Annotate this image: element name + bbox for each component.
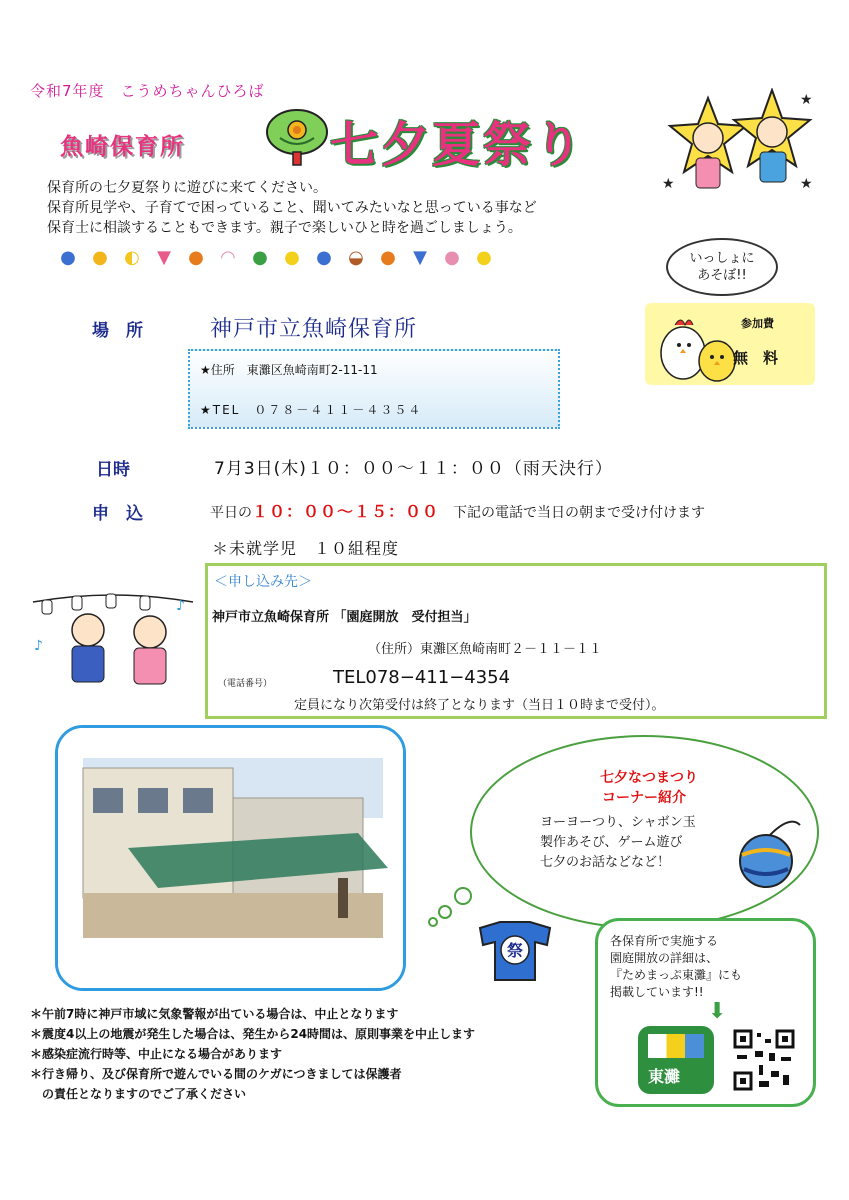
target-note: ＊未就学児 １０組程度 [212, 539, 400, 558]
happi-coat-icon [475, 920, 555, 982]
svg-text:★: ★ [800, 176, 813, 192]
svg-text:★: ★ [662, 176, 675, 192]
candy-apple-icon: ● [188, 247, 204, 268]
application-label: 申 込 [92, 504, 143, 524]
shaved-ice-icon: ▼ [413, 247, 427, 268]
candy-apple-icon: ● [284, 247, 300, 268]
svg-text:♪: ♪ [176, 598, 185, 614]
corner-line-2: 製作あそび、ゲーム遊び [540, 835, 683, 850]
datetime-value: 7月3日(木)１０：００～１１：００（雨天決行） [214, 459, 613, 479]
fee-box [645, 303, 815, 385]
app-icon-graphic [648, 1034, 704, 1058]
note-item: ＊行き帰り、及び保育所で遊んでいる間のケガにつきましては保護者 [30, 1067, 402, 1081]
tamemap-info-box [595, 918, 816, 1107]
contact-phone-label: （電話番号） [218, 679, 273, 689]
candy-apple-icon: ● [476, 247, 492, 268]
bubble-line: いっしょに [689, 251, 755, 266]
dango-icon: ◒ [348, 247, 364, 268]
chicken-chick-illustration [651, 305, 743, 385]
yoyo-balloon-icon: ● [252, 247, 268, 268]
svg-text:★: ★ [800, 92, 813, 108]
application-suffix: 下記の電話で当日の朝まで受け付けます [453, 505, 706, 521]
intro-text [47, 178, 607, 238]
contact-phone: TEL078−411−4354 [333, 667, 511, 688]
corner-line-1: ヨーヨーつり、シャボン玉 [540, 815, 696, 830]
decorative-icon-row [55, 247, 555, 275]
venue-address-box [188, 349, 560, 429]
building-photo-graphic [58, 728, 403, 988]
notes-list [30, 1004, 475, 1104]
contact-heading: ＜申し込み先＞ [214, 574, 312, 590]
corner-title-1: 七夕なつまつり [600, 770, 698, 786]
speech-bubble [666, 238, 778, 296]
water-balloon-yoyo-icon [730, 815, 810, 895]
qr-code[interactable] [733, 1029, 795, 1091]
star-children-illustration [660, 88, 820, 198]
info-line: 各保育所で実施する [610, 934, 719, 948]
application-hours-value: １０：００～１５：００ [252, 502, 440, 521]
intro-line: 保育所見学や、子育てで困っていること、聞いてみたいなと思っている事など [47, 200, 537, 216]
contact-note: 定員になり次第受付は終了となります（当日１０時まで受付）。 [294, 698, 665, 713]
info-text [610, 933, 742, 1001]
uchiwa-fan-icon [262, 108, 332, 166]
application-prefix: 平日の [210, 505, 252, 521]
arrow-down-icon: ⬇ [708, 999, 727, 1024]
contact-box [205, 563, 827, 719]
organizer-name: 魚崎保育所 [60, 134, 185, 160]
tamemap-app-icon[interactable] [638, 1026, 714, 1094]
lemon-icon: ◐ [124, 247, 140, 268]
note-item: ＊感染症流行時等、中止になる場合があります [30, 1047, 283, 1061]
cotton-candy-icon: ● [444, 247, 460, 268]
note-item: の責任となりますのでご了承ください [30, 1087, 247, 1101]
bag-icon: ● [60, 247, 76, 268]
season-header: 令和7年度 こうめちゃんひろば [30, 82, 265, 100]
corner-title-2: コーナー紹介 [602, 790, 686, 806]
event-title: 七夕夏祭り [330, 117, 586, 173]
candy-apple-icon: ● [92, 247, 108, 268]
svg-text:♪: ♪ [34, 638, 43, 654]
contact-address: （住所）東灘区魚崎南町２－１１－１１ [368, 642, 603, 657]
venue-tel: ★TEL ０７８－４１１－４３５４ [200, 403, 423, 417]
bag-icon: ● [316, 247, 332, 268]
note-item: ＊午前7時に神戸市域に気象警報が出ている場合は、中止となります [30, 1007, 399, 1021]
festival-children-illustration [28, 590, 198, 690]
venue-name: 神戸市立魚崎保育所 [210, 317, 418, 342]
intro-line: 保育所の七夕夏祭りに遊びに来てください。 [47, 180, 327, 196]
venue-label: 場 所 [92, 321, 143, 341]
venue-address: ★住所 東灘区魚崎南町2-11-11 [200, 363, 378, 377]
note-item: ＊震度4以上の地震が発生した場合は、発生から24時間は、原則事業を中止します [30, 1027, 476, 1041]
bubble-line: あそぼ!! [697, 268, 747, 283]
nursery-photo [55, 725, 406, 991]
info-line: 『ためまっぷ東灘』にも [610, 968, 743, 982]
info-line: 掲載しています!! [610, 985, 704, 999]
fee-value: 無 料 [733, 349, 779, 367]
intro-line: 保育士に相談することもできます。親子で楽しいひと時を過ごしましょう。 [47, 220, 522, 236]
candy-apple-icon: ● [380, 247, 396, 268]
datetime-label: 日時 [96, 460, 130, 480]
fee-label: 参加費 [741, 317, 774, 330]
application-hours [210, 499, 705, 522]
happi-kanji: 祭 [506, 941, 524, 960]
contact-org: 神戸市立魚崎保育所 「園庭開放 受付担当」 [212, 610, 477, 625]
cloud-tail-circles [425, 880, 475, 930]
corner-line-3: 七夕のお話などなど！ [540, 855, 671, 870]
info-line: 園庭開放の詳細は、 [610, 951, 719, 965]
app-label: 東灘 [648, 1067, 681, 1086]
shaved-ice-icon: ▼ [157, 247, 171, 268]
rabbit-icon: ◠ [220, 247, 236, 268]
